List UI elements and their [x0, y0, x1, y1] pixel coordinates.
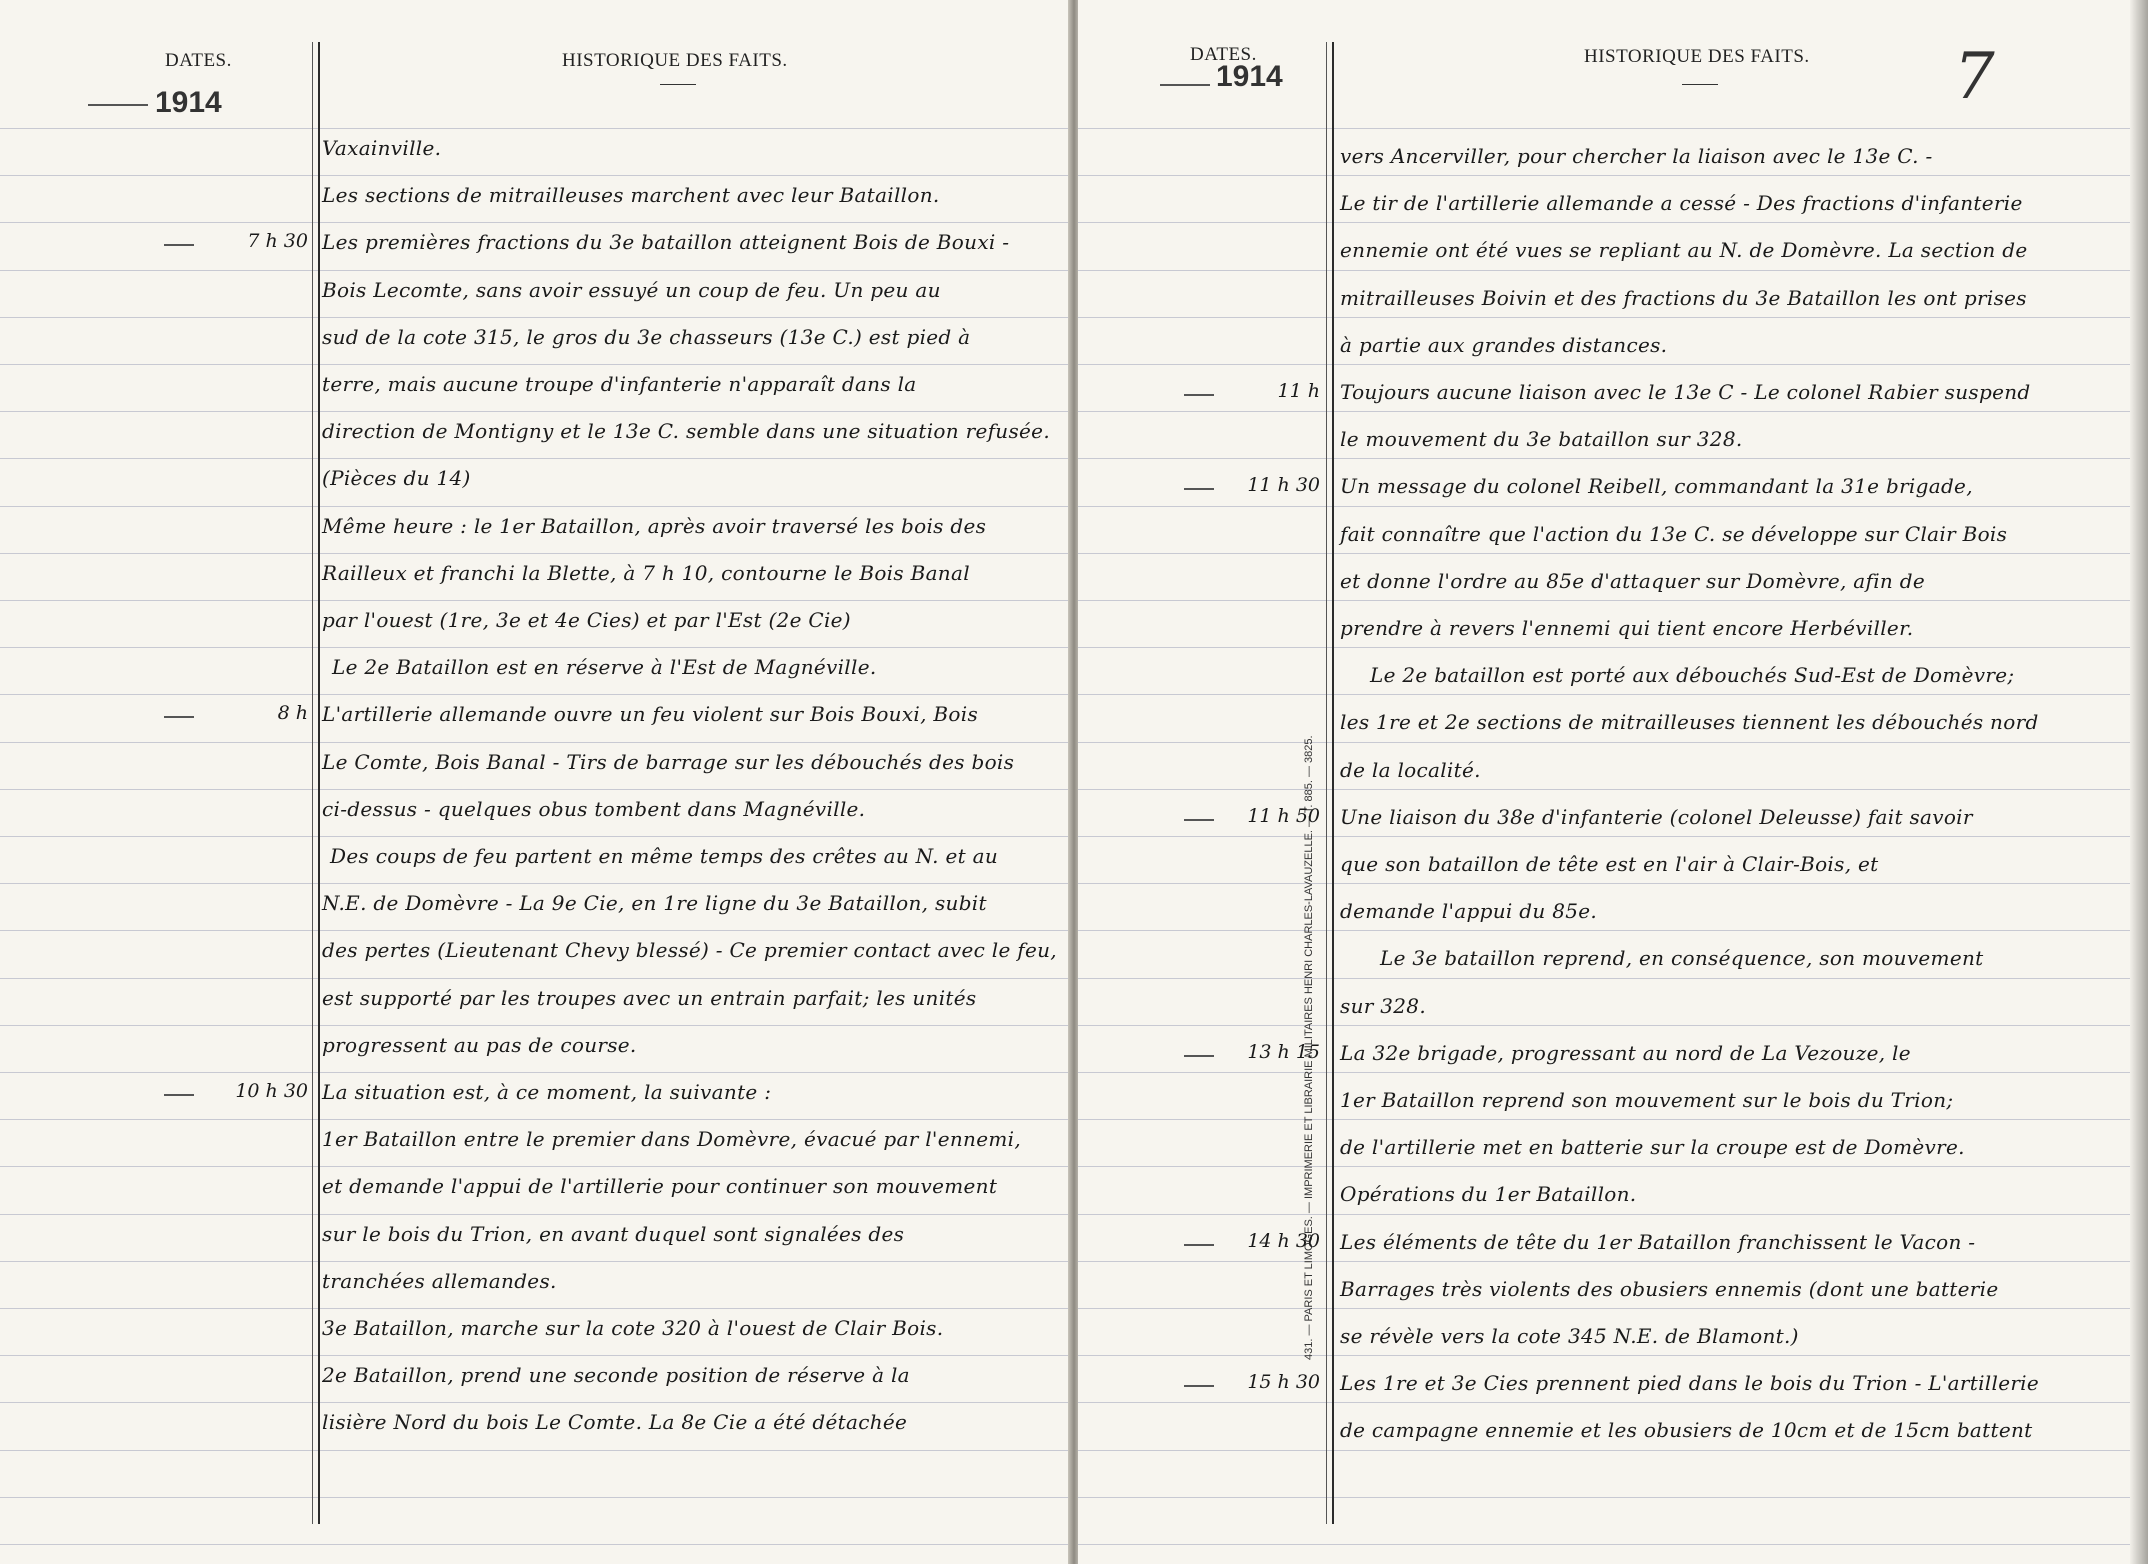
time-entry: 7 h 30	[247, 230, 308, 253]
ruled-line	[1078, 1072, 2148, 1073]
ruled-line	[0, 1166, 1070, 1167]
year-label: 1914	[155, 86, 222, 119]
ruled-line	[0, 1497, 1070, 1498]
ruled-line	[0, 553, 1070, 554]
ruled-line	[0, 175, 1070, 176]
ruled-line	[1078, 742, 2148, 743]
text-line: de la localité.	[1340, 757, 1481, 782]
ruled-line	[0, 1261, 1070, 1262]
ruled-line	[1078, 458, 2148, 459]
time-dash	[1184, 1385, 1214, 1387]
time-dash	[1184, 1244, 1214, 1246]
text-line: sud de la cote 315, le gros du 3e chasseurs (13e C.) est pied à	[322, 324, 971, 349]
text-line: Le 2e bataillon est porté aux débouchés Sud-Est de Domèvre;	[1370, 663, 2015, 688]
ruled-line	[0, 128, 1070, 129]
text-line: Le 2e Bataillon est en réserve à l'Est de Magnéville.	[332, 655, 877, 680]
text-line: tranchées allemandes.	[322, 1268, 557, 1293]
ruled-line	[1078, 1497, 2148, 1498]
dates-header: DATES.	[1190, 44, 1257, 65]
title-underline	[1682, 84, 1718, 85]
ruled-line	[0, 1025, 1070, 1026]
page-title: HISTORIQUE DES FAITS.	[1584, 46, 1810, 67]
ruled-line	[1078, 836, 2148, 837]
printer-imprint: 431. — PARIS ET LIMOGES. — IMPRIMERIE ET LIBRAIRIE MILITAIRES HENRI CHARLES-LAVAUZELLE. — T. 885. — 3825.	[1303, 735, 1315, 1360]
text-line: 2e Bataillon, prend une seconde position de réserve à la	[322, 1363, 910, 1388]
text-line: de campagne ennemie et les obusiers de 10cm et de 15cm battent	[1340, 1418, 2033, 1443]
ruled-line	[0, 458, 1070, 459]
ruled-line	[0, 1072, 1070, 1073]
text-line: prendre à revers l'ennemi qui tient encore Herbéviller.	[1340, 616, 1914, 640]
ruled-line	[1078, 270, 2148, 271]
text-line: terre, mais aucune troupe d'infanterie n'apparaît dans la	[322, 372, 917, 396]
text-line: demande l'appui du 85e.	[1340, 899, 1598, 924]
ruled-line	[0, 694, 1070, 695]
date-column-rule	[1332, 42, 1334, 1524]
folio-number: 7	[1954, 40, 1995, 114]
text-line: Bois Lecomte, sans avoir essuyé un coup de feu. Un peu au	[322, 277, 941, 302]
page-title: HISTORIQUE DES FAITS.	[562, 50, 788, 71]
text-line: Le 3e bataillon reprend, en conséquence, son mouvement	[1380, 946, 1984, 971]
ruled-line	[0, 1308, 1070, 1309]
text-line: Un message du colonel Reibell, commandant la 31e brigade,	[1340, 474, 1973, 499]
ruled-line	[1078, 553, 2148, 554]
ruled-line	[1078, 1355, 2148, 1356]
date-column-rule	[312, 42, 313, 1524]
text-line: est supporté par les troupes avec un entrain parfait; les unités	[322, 985, 977, 1010]
text-line: Les éléments de tête du 1er Bataillon franchissent le Vacon -	[1340, 1229, 1976, 1254]
ruled-line	[0, 1214, 1070, 1215]
date-column-rule	[1326, 42, 1327, 1524]
ruled-line	[0, 1355, 1070, 1356]
text-line: L'artillerie allemande ouvre un feu violent sur Bois Bouxi, Bois	[322, 702, 979, 727]
time-entry: 8 h	[277, 702, 308, 725]
text-line: Les sections de mitrailleuses marchent avec leur Bataillon.	[322, 183, 940, 208]
ruled-line	[1078, 883, 2148, 884]
ruled-line	[1078, 1025, 2148, 1026]
text-line: à partie aux grandes distances.	[1340, 332, 1668, 357]
ruled-line	[1078, 317, 2148, 318]
ruled-line	[0, 836, 1070, 837]
time-entry: 11 h	[1277, 380, 1320, 402]
ruled-line	[1078, 1402, 2148, 1403]
text-line: Les premières fractions du 3e bataillon atteignent Bois de Bouxi -	[322, 230, 1010, 255]
text-line: sur le bois du Trion, en avant duquel sont signalées des	[322, 1221, 905, 1246]
ruled-line	[1078, 1261, 2148, 1262]
ruled-line	[0, 978, 1070, 979]
book-edge-right	[2130, 0, 2148, 1564]
text-line: lisière Nord du bois Le Comte. La 8e Cie a été détachée	[322, 1410, 908, 1435]
ruled-line	[0, 647, 1070, 648]
text-line: de l'artillerie met en batterie sur la croupe est de Domèvre.	[1340, 1135, 1965, 1160]
ruled-line	[0, 1402, 1070, 1403]
year-label: 1914	[1216, 60, 1283, 93]
text-line: ennemie ont été vues se repliant au N. de Domèvre. La section de	[1340, 238, 2028, 263]
text-line: N.E. de Domèvre - La 9e Cie, en 1re ligne du 3e Bataillon, subit	[322, 891, 987, 916]
text-line: Le tir de l'artillerie allemande a cessé - Des fractions d'infanterie	[1340, 191, 2023, 216]
text-line: (Pièces du 14)	[322, 466, 471, 491]
ruled-line	[1078, 930, 2148, 931]
text-line: Opérations du 1er Bataillon.	[1340, 1182, 1637, 1207]
text-line: fait connaître que l'action du 13e C. se développe sur Clair Bois	[1340, 521, 2008, 546]
ruled-line	[1078, 1544, 2148, 1545]
ruled-line	[0, 930, 1070, 931]
ruled-line	[0, 1544, 1070, 1545]
text-line: Toujours aucune liaison avec le 13e C - Le colonel Rabier suspend	[1340, 380, 2031, 404]
ruled-line	[0, 1450, 1070, 1451]
text-line: direction de Montigny et le 13e C. semble dans une situation refusée.	[322, 419, 1050, 444]
ruled-line	[1078, 364, 2148, 365]
text-line: et demande l'appui de l'artillerie pour continuer son mouvement	[322, 1174, 998, 1199]
text-line: vers Ancerviller, pour chercher la liaison avec le 13e C. -	[1340, 144, 1933, 168]
text-line: sur 328.	[1340, 993, 1426, 1018]
ruled-line	[0, 270, 1070, 271]
time-entry: 11 h 30	[1247, 474, 1320, 497]
time-entry: 15 h 30	[1247, 1371, 1320, 1394]
ruled-line	[1078, 600, 2148, 601]
text-line: Railleux et franchi la Blette, à 7 h 10, contourne le Bois Banal	[322, 560, 970, 585]
time-dash	[1184, 394, 1214, 396]
text-line: par l'ouest (1re, 3e et 4e Cies) et par l'Est (2e Cie)	[322, 608, 851, 632]
ruled-line	[1078, 1450, 2148, 1451]
ruled-line	[1078, 175, 2148, 176]
time-entry: 13 h 15	[1247, 1040, 1320, 1063]
text-line: Les 1re et 3e Cies prennent pied dans le bois du Trion - L'artillerie	[1340, 1371, 2040, 1396]
ruled-line	[1078, 411, 2148, 412]
year-dash	[88, 104, 148, 106]
ruled-line	[1078, 506, 2148, 507]
time-dash	[164, 1094, 194, 1096]
time-entry: 11 h 50	[1247, 804, 1320, 827]
text-line: 1er Bataillon reprend son mouvement sur le bois du Trion;	[1340, 1088, 1954, 1112]
text-line: Barrages très violents des obusiers ennemis (dont une batterie	[1340, 1276, 1999, 1301]
time-entry: 14 h 30	[1247, 1229, 1320, 1252]
time-dash	[164, 716, 194, 718]
text-line: Des coups de feu partent en même temps des crêtes au N. et au	[330, 844, 999, 868]
ruled-line	[1078, 1166, 2148, 1167]
ruled-line	[1078, 694, 2148, 695]
text-line: Vaxainville.	[322, 136, 442, 160]
ruled-line	[0, 883, 1070, 884]
ruled-line	[1078, 978, 2148, 979]
text-line: La situation est, à ce moment, la suivante :	[322, 1080, 772, 1104]
text-line: les 1re et 2e sections de mitrailleuses tiennent les débouchés nord	[1340, 710, 2039, 735]
ruled-line	[0, 1119, 1070, 1120]
time-dash	[164, 244, 194, 246]
text-line: progressent au pas de course.	[322, 1032, 637, 1057]
text-line: que son bataillon de tête est en l'air à Clair-Bois, et	[1340, 852, 1879, 876]
text-line: et donne l'ordre au 85e d'attaquer sur Domèvre, afin de	[1340, 568, 1925, 593]
year-dash	[1160, 84, 1210, 86]
text-line: 3e Bataillon, marche sur la cote 320 à l'ouest de Clair Bois.	[322, 1316, 944, 1340]
text-line: mitrailleuses Boivin et des fractions du 3e Bataillon les ont prises	[1340, 285, 2027, 310]
ruled-line	[1078, 647, 2148, 648]
ruled-line	[1078, 1214, 2148, 1215]
right-page	[1078, 0, 2148, 1564]
ruled-line	[0, 317, 1070, 318]
text-line: des pertes (Lieutenant Chevy blessé) - Ce premier contact avec le feu,	[322, 938, 1057, 963]
ruled-line	[0, 222, 1070, 223]
ruled-line	[1078, 128, 2148, 129]
ruled-line	[0, 789, 1070, 790]
text-line: se révèle vers la cote 345 N.E. de Blamont.)	[1340, 1324, 1799, 1348]
ruled-line	[0, 742, 1070, 743]
date-column-rule	[318, 42, 320, 1524]
ruled-line	[0, 411, 1070, 412]
title-underline	[660, 84, 696, 85]
text-line: Le Comte, Bois Banal - Tirs de barrage sur les débouchés des bois	[322, 749, 1015, 774]
dates-header: DATES.	[165, 50, 232, 71]
time-entry: 10 h 30	[235, 1080, 308, 1102]
time-dash	[1184, 819, 1214, 821]
time-dash	[1184, 488, 1214, 490]
ruled-line	[0, 364, 1070, 365]
ruled-line	[1078, 789, 2148, 790]
left-page	[0, 0, 1070, 1564]
ruled-line	[1078, 222, 2148, 223]
ruled-line	[1078, 1119, 2148, 1120]
ruled-line	[0, 600, 1070, 601]
text-line: La 32e brigade, progressant au nord de La Vezouze, le	[1340, 1040, 1911, 1065]
text-line: 1er Bataillon entre le premier dans Domèvre, évacué par l'ennemi,	[322, 1127, 1021, 1152]
text-line: ci-dessus - quelques obus tombent dans Magnéville.	[322, 796, 866, 821]
text-line: Une liaison du 38e d'infanterie (colonel Deleusse) fait savoir	[1340, 804, 1973, 829]
ruled-line	[1078, 1308, 2148, 1309]
text-line: le mouvement du 3e bataillon sur 328.	[1340, 427, 1743, 452]
ruled-line	[0, 506, 1070, 507]
time-dash	[1184, 1055, 1214, 1057]
text-line: Même heure : le 1er Bataillon, après avoir traversé les bois des	[322, 513, 987, 538]
